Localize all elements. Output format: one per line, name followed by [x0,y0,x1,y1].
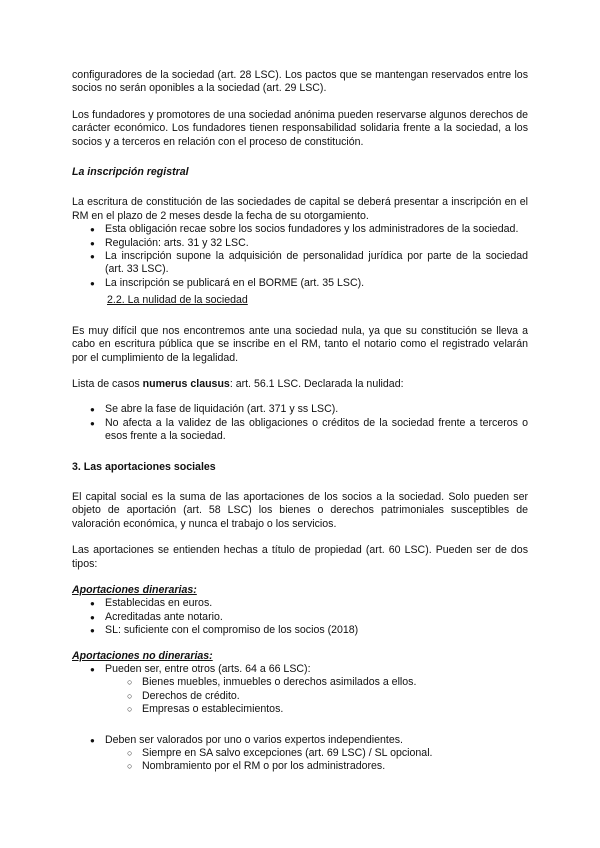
valoracion-bullet-list [72,734,528,774]
no-dinerarias-bullet-list [72,663,528,717]
inscripcion-bullet-list [72,223,528,290]
sub-list-item: ○ Empresas o establecimientos. [127,703,528,716]
list-item: ● Regulación: arts. 31 y 32 LSC. [90,237,528,250]
paragraph-inscripcion: La escritura de constitución de las sociedades de capital se deberá presentar a inscripción en el RM en el plazo de 2 meses desde la fecha de su otorgamiento. [72,196,528,222]
paragraph-numerus-clausus [72,378,528,391]
list-item: ● La inscripción se publicará en el BORME (art. 35 LSC). [90,277,528,290]
list-item [90,663,528,717]
heading-aportaciones-dinerarias: Aportaciones dinerarias: [72,583,197,596]
heading-aportaciones-sociales: 3. Las aportaciones sociales [72,460,216,473]
paragraph-fundadores: Los fundadores y promotores de una sociedad anónima pueden reservarse algunos derechos de carácter económico. Los fundadores tienen responsabilidad solidaria frente a la sociedad, a los socios y a terceros en relación con el proceso de constitución. [72,108,528,148]
sub-list-item: ○ Derechos de crédito. [127,690,528,703]
sub-list-item: ○ Nombramiento por el RM o por los administradores. [127,760,528,773]
heading-nulidad-sociedad: 2.2. La nulidad de la sociedad [107,294,248,307]
sub-list-item: ○ Bienes muebles, inmuebles o derechos asimilados a ellos. [127,676,528,689]
list-intro-prefix: Lista de casos [72,377,143,390]
heading-inscripcion-registral: La inscripción registral [72,166,189,179]
paragraph-nulidad: Es muy difícil que nos encontremos ante una sociedad nula, ya que su constitución se lleva a cabo en escritura pública que se inscribe en el RM, tanto el notario como el registrado velarán por el cumplimiento de la legalidad. [72,324,528,364]
list-item-text: Pueden ser, entre otros (arts. 64 a 66 LSC): [105,663,311,675]
list-item: ● Esta obligación recae sobre los socios fundadores y los administradores de la sociedad. [90,223,528,236]
list-item: ● Se abre la fase de liquidación (art. 371 y ss LSC). [90,403,528,416]
list-item [90,734,528,774]
sub-list-item: ○ Siempre en SA salvo excepciones (art. 69 LSC) / SL opcional. [127,747,528,760]
list-item-text: Deben ser valorados por uno o varios expertos independientes. [105,733,403,746]
list-item: ● Establecidas en euros. [90,597,528,610]
list-item: ● La inscripción supone la adquisición de personalidad jurídica por parte de la sociedad (art. 33 LSC). [90,250,528,277]
paragraph-pactos: configuradores de la sociedad (art. 28 LSC). Los pactos que se mantengan reservados entre los socios no serán oponibles a la sociedad (art. 29 LSC). [72,69,528,95]
sub-bullet-list [105,676,528,716]
list-intro-suffix: : art. 56.1 LSC. Declarada la nulidad: [229,377,404,390]
nulidad-bullet-list [72,403,528,443]
list-item: ● SL: suficiente con el compromiso de los socios (2018) [90,624,528,637]
paragraph-capital-social: El capital social es la suma de las aportaciones de los socios a la sociedad. Solo pueden ser objeto de aportación (art. 58 LSC) los bienes o derechos patrimoniales susceptibles de valoración económica, y nunca el trabajo o los servicios. [72,490,528,530]
heading-aportaciones-no-dinerarias: Aportaciones no dinerarias: [72,649,213,662]
list-item: ● Acreditadas ante notario. [90,611,528,624]
list-intro-bold: numerus clausus [142,377,230,390]
dinerarias-bullet-list [72,597,528,637]
paragraph-titulo-propiedad: Las aportaciones se entienden hechas a título de propiedad (art. 60 LSC). Pueden ser de dos tipos: [72,544,528,570]
list-item: ● No afecta a la validez de las obligaciones o créditos de la sociedad frente a terceros o esos frente a la sociedad. [90,417,528,444]
sub-bullet-list [105,747,528,774]
